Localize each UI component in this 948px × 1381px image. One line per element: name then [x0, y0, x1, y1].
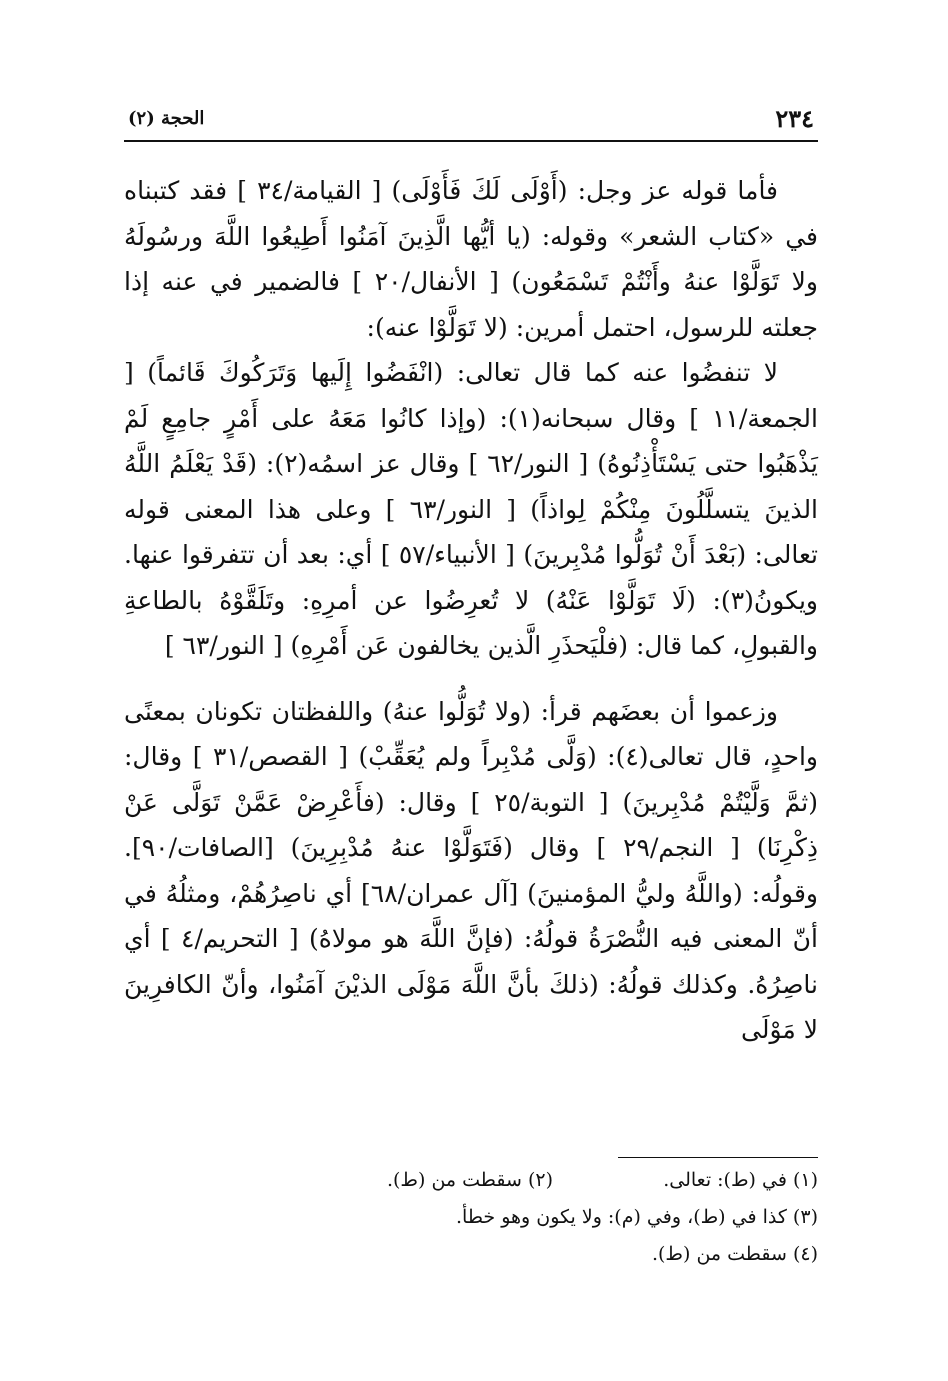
page-number: ٢٣٤	[775, 104, 814, 133]
page-header	[124, 104, 818, 136]
paragraph-1: فأما قوله عز وجل: (أَوْلَى لَكَ فَأَوْلَى) [ القيامة/٣٤ ] فقد كتبناه في «كتاب الشعر» وقوله: (يا أيُّها الَّذِينَ آمَنُوا أَطِيعُوا اللَّهَ ورسُولَهُ ولا تَوَلَّوْا عنهُ وأَنْتُمْ تَسْمَعُون) [ الأنفال/٢٠ ] فالضمير في عنه إذا جعلته للرسول، احتمل أمرين: (لا تَوَلَّوْا عنه):	[124, 176, 818, 342]
footnote-4: (٤) سقطت من (ط).	[651, 1243, 818, 1265]
footnote-row	[124, 1199, 818, 1236]
footnote-1: (١) في (ط): تعالى.	[663, 1169, 818, 1191]
main-text	[124, 168, 818, 1053]
footnote-row	[124, 1162, 818, 1199]
footnote-divider	[618, 1157, 818, 1158]
footnotes	[124, 1162, 818, 1273]
header-divider	[124, 140, 818, 142]
footnote-2: (٢) سقطت من (ط).	[386, 1169, 553, 1191]
paragraph-3: وزعموا أن بعضَهم قرأ: (ولا تُوَلُّوا عنهُ) واللفظتان تكونان بمعنًى واحدٍ، قال تعالى(٤): (وَلَّى مُدْبِراً ولم يُعَقِّبْ) [ القصص/٣١ ] وقال: (ثمَّ وَلَّيْتُمْ مُدْبِرينَ) [ التوبة/٢٥ ] وقال: (فأَعْرِضْ عَمَّنْ تَوَلَّى عَنْ ذِكْرِنَا) [ النجم/٢٩ ] وقال (فَتَوَلَّوْا عنهُ مُدْبِرِينَ) [الصافات/٩٠]. وقولُه: (واللَّهُ وليُّ المؤمنينَ) [آل عمران/٦٨] أي ناصِرُهُمْ، ومثلُهُ في أنّ المعنى فيه النُّصْرَةُ قولُهُ: (فإنَّ اللَّهَ هو مولاهُ) [ التحريم/٤ ] أي ناصِرُهُ. وكذلك قولُهُ: (ذلكَ بأنَّ اللَّهَ مَوْلَى الذيْنَ آمَنُوا، وأنّ الكافرِينَ لا مَوْلَى	[124, 696, 818, 1044]
footnote-row	[124, 1236, 818, 1273]
paragraph-2: لا تنفضُوا عنه كما قال تعالى: (انْفَضُوا إِلَيها وَتَرَكُوكَ قَائماً) [ الجمعة/١١ ] وقال سبحانه(١): (وإذا كانُوا مَعَهُ على أَمْرٍ جامِعٍ لَمْ يَذْهَبُوا حتى يَسْتَأْذِنُوهُ) [ النور/٦٢ ] وقال عز اسمُه(٢): (قَدْ يَعْلَمُ اللَّهُ الذينَ يتسلَّلُونَ مِنْكُمْ لِواذاً) [ النور/٦٣ ] وعلى هذا المعنى قوله تعالى: (بَعْدَ أَنْ تُوَلُّوا مُدْبِرينَ) [ الأنبياء/٥٧ ] أي: بعد أن تتفرقوا عنها. ويكونُ(٣): (لَا تَوَلَّوْا عَنْهُ) لا تُعرِضُوا عن أمرِهِ: وتَلَقَّوْهُ بالطاعةِ والقبولِ، كما قال: (فلْيَحذَرِ الَّذين يخالفون عَن أَمْرِهِ) [ النور/٦٣ ]	[124, 358, 819, 660]
running-title: الحجة (٢)	[128, 108, 205, 129]
footnote-3: (٣) كذا في (ط)، وفي (م): ولا يكون وهو خطأ.	[456, 1206, 818, 1228]
